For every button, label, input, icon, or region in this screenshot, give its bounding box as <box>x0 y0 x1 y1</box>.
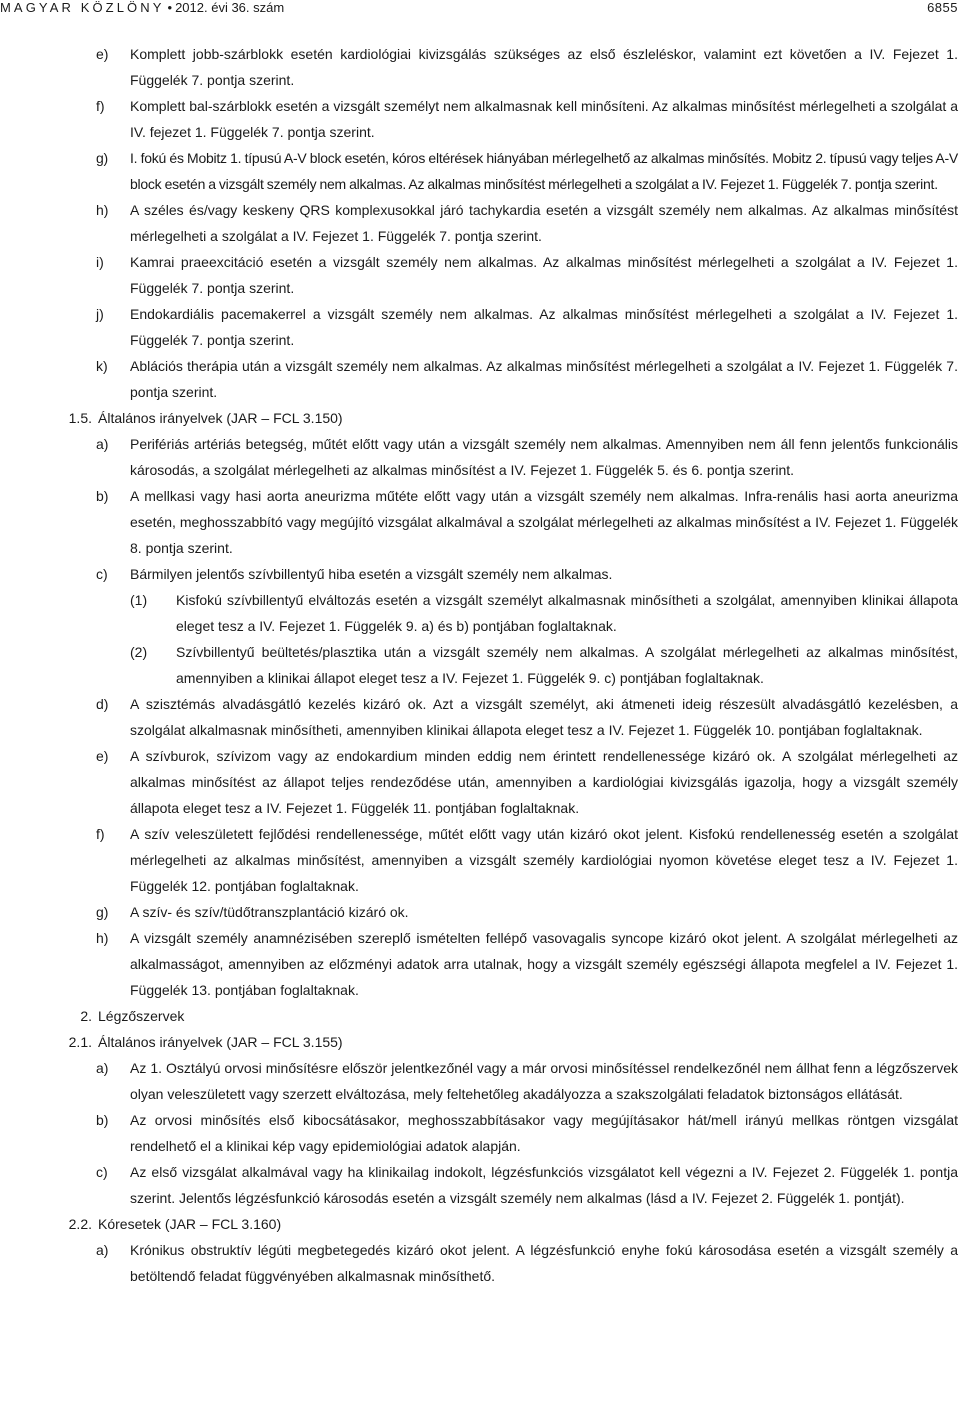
item-text: Ablációs therápia után a vizsgált személy nem alkalmas. Az alkalmas minősítést mérlegelheti a szolgálat a IV. Fejezet 1. Függelék 7. pontja szerint. <box>130 358 958 400</box>
section-number: 2.2. <box>68 1216 92 1232</box>
item-label: d) <box>96 696 109 712</box>
list-item <box>0 353 960 405</box>
item-label: f) <box>96 826 105 842</box>
list-item <box>0 561 960 587</box>
item-text: A szív- és szív/tüdőtranszplantáció kizáró ok. <box>130 904 409 920</box>
header-bullet: • <box>167 0 173 15</box>
list-item <box>0 483 960 561</box>
sub-item-label: (1) <box>130 592 148 608</box>
list-item <box>0 301 960 353</box>
item-label: b) <box>96 488 109 504</box>
item-label: a) <box>96 1242 109 1258</box>
item-text: I. fokú és Mobitz 1. típusú A-V block esetén, kóros eltérések hiányában mérlegelhető az alkalmas minősítés. Mobitz 2. típusú vagy teljes A-V block esetén a vizsgált személy nem alkalmas. Az alkalmas minősítést mérlegelheti a szolgálat a IV. Fejezet 1. Függelék 7. pontja szerint. <box>130 150 958 192</box>
item-label: g) <box>96 904 109 920</box>
item-label: f) <box>96 98 105 114</box>
issue-date: 2012. évi 36. szám <box>175 0 285 15</box>
item-label: c) <box>96 566 108 582</box>
item-text: A szívburok, szívizom vagy az endokardium minden eddig nem érintett rendellenessége kizáró ok. A szolgálat mérlegelheti az alkalmas minősítést az állapot teljes rendeződése után, amennyiben a kardiológiai kivizsgálás igazolja, hogy a vizsgált személy állapota eleget tesz a IV. Fejezet 1. Függelék 11. pontjában foglaltaknak. <box>130 748 958 816</box>
item-text: Komplett bal-szárblokk esetén a vizsgált személyt nem alkalmasnak kell minősíteni. Az alkalmas minősítést mérlegelheti a szolgálat a IV. fejezet 1. Függelék 7. pontja szerint. <box>130 98 958 140</box>
list-item <box>0 899 960 925</box>
item-text: Endokardiális pacemakerrel a vizsgált személy nem alkalmas. Az alkalmas minősítést mérlegelheti a szolgálat a IV. Fejezet 1. Függelék 7. pontja szerint. <box>130 306 958 348</box>
sub-list-item <box>0 639 960 691</box>
item-label: e) <box>96 748 109 764</box>
item-label: a) <box>96 436 109 452</box>
list-item <box>0 249 960 301</box>
item-label: a) <box>96 1060 109 1076</box>
item-text: A vizsgált személy anamnézisében szereplő ismételten fellépő vasovagalis syncope kizáró okot jelent. A szolgálat mérlegelheti az alkalmasságot, amennyiben az előzményi adatok arra utalnak, hogy a vizsgált személy egészségi állapota megfelel a IV. Fejezet 1. Függelék 13. pontjában foglaltaknak. <box>130 930 958 998</box>
sub-item-text: Kisfokú szívbillentyű elváltozás esetén a vizsgált személyt alkalmasnak minősítheti a szolgálat, amennyiben klinikai állapota eleget tesz a IV. Fejezet 1. Függelék 9. a) és b) pontjában foglaltaknak. <box>176 592 958 634</box>
item-label: k) <box>96 358 108 374</box>
list-item <box>0 743 960 821</box>
item-text: Krónikus obstruktív légúti megbetegedés kizáró okot jelent. A légzésfunkció enyhe fokú károsodása esetén a vizsgált személy a betöltendő feladat függvényében alkalmasnak minősíthető. <box>130 1242 958 1284</box>
section-number: 2.1. <box>68 1034 92 1050</box>
item-text: A szisztémás alvadásgátló kezelés kizáró ok. Azt a vizsgált személyt, aki átmeneti ideig részesült alvadásgátló kezelésben, a szolgálat alkalmasnak minősítheti, amennyiben klinikai állapota eleget tesz a IV. Fejezet 1. Függelék 10. pontjában foglaltaknak. <box>130 696 958 738</box>
document-body <box>0 41 960 1289</box>
page-number: 6855 <box>927 0 958 15</box>
section-number: 2. <box>80 1008 92 1024</box>
item-label: c) <box>96 1164 108 1180</box>
item-text: Perifériás artériás betegség, műtét előtt vagy után a vizsgált személy nem alkalmas. Amennyiben nem áll fenn jelentős funkcionális károsodás, a szolgálat mérlegelheti az alkalmas minősítést a IV. Fejezet 1. Függelék 5. és 6. pontja szerint. <box>130 436 958 478</box>
list-item <box>0 145 960 197</box>
section-title: Kóresetek (JAR – FCL 3.160) <box>98 1216 282 1232</box>
sub-list-item <box>0 587 960 639</box>
list-item <box>0 1237 960 1289</box>
section-title: Általános irányelvek (JAR – FCL 3.155) <box>98 1034 343 1050</box>
section-heading <box>0 1211 960 1237</box>
list-item <box>0 1055 960 1107</box>
section-number: 1.5. <box>68 410 92 426</box>
list-item <box>0 93 960 145</box>
item-label: i) <box>96 254 104 270</box>
list-item <box>0 821 960 899</box>
page-header <box>0 0 960 20</box>
item-text: A szív veleszületett fejlődési rendellenessége, műtét előtt vagy után kizáró okot jelent. Kisfokú rendellenesség esetén a szolgálat mérlegelheti az alkalmas minősítést, amennyiben a vizsgált személy kardiológiai nyomon követése eleget tesz a IV. Fejezet 1. Függelék 12. pontjában foglaltaknak. <box>130 826 958 894</box>
item-text: Az 1. Osztályú orvosi minősítésre először jelentkezőnél vagy a már orvosi minősítéssel rendelkezőnél nem állhat fenn a légzőszervek olyan veleszületett vagy szerzett elváltozása, mely feltehetőleg akadályozza a szakszolgálati feladatok biztonságos ellátását. <box>130 1060 958 1102</box>
item-text: Az első vizsgálat alkalmával vagy ha klinikailag indokolt, légzésfunkciós vizsgálatot kell végezni a IV. Fejezet 2. Függelék 1. pontja szerint. Jelentős légzésfunkció károsodás esetén a vizsgált személy nem alkalmas (lásd a IV. Fejezet 2. Függelék 1. pontját). <box>130 1164 958 1206</box>
publication-name: MAGYAR KÖZLÖNY <box>0 0 165 15</box>
sub-item-text: Szívbillentyű beültetés/plasztika után a vizsgált személy nem alkalmas. A szolgálat mérlegelheti az alkalmas minősítést, amennyiben a klinikai állapot eleget tesz a IV. Fejezet 1. Függelék 9. c) pontjában foglaltaknak. <box>176 644 958 686</box>
item-label: g) <box>96 150 108 166</box>
item-text: A széles és/vagy keskeny QRS komplexusokkal járó tachykardia esetén a vizsgált személy nem alkalmas. Az alkalmas minősítést mérlegelheti a szolgálat a IV. Fejezet 1. Függelék 7. pontja szerint. <box>130 202 958 244</box>
list-item <box>0 197 960 249</box>
list-item <box>0 41 960 93</box>
sub-item-label: (2) <box>130 644 148 660</box>
publication-line <box>0 0 284 15</box>
section-heading <box>0 1029 960 1055</box>
section-heading <box>0 1003 960 1029</box>
section-heading <box>0 405 960 431</box>
list-item <box>0 431 960 483</box>
item-text: Kamrai praeexcitáció esetén a vizsgált személy nem alkalmas. Az alkalmas minősítést mérlegelheti a szolgálat a IV. Fejezet 1. Függelék 7. pontja szerint. <box>130 254 958 296</box>
list-item <box>0 1107 960 1159</box>
item-text: A mellkasi vagy hasi aorta aneurizma műtéte előtt vagy után a vizsgált személy nem alkalmas. Infra-renális hasi aorta aneurizma esetén, meghosszabbító vagy megújító vizsgálat alkalmával a szolgálat mérlegelheti az alkalmas minősítést a IV. Fejezet 1. Függelék 8. pontja szerint. <box>130 488 958 556</box>
item-label: b) <box>96 1112 109 1128</box>
section-title: Általános irányelvek (JAR – FCL 3.150) <box>98 410 343 426</box>
item-label: j) <box>96 306 104 322</box>
item-text: Bármilyen jelentős szívbillentyű hiba esetén a vizsgált személy nem alkalmas. <box>130 566 613 582</box>
list-item <box>0 1159 960 1211</box>
item-text: Az orvosi minősítés első kibocsátásakor, meghosszabbításakor vagy megújításakor hát/mell irányú mellkas röntgen vizsgálat rendelhető el a klinikai kép vagy epidemiológiai adatok alapján. <box>130 1112 958 1154</box>
item-label: h) <box>96 202 109 218</box>
list-item <box>0 925 960 1003</box>
list-item <box>0 691 960 743</box>
item-text: Komplett jobb-szárblokk esetén kardiológiai kivizsgálás szükséges az első észleléskor, valamint ezt követően a IV. Fejezet 1. Függelék 7. pontja szerint. <box>130 46 958 88</box>
item-label: e) <box>96 46 109 62</box>
section-title: Légzőszervek <box>98 1008 185 1024</box>
item-label: h) <box>96 930 109 946</box>
